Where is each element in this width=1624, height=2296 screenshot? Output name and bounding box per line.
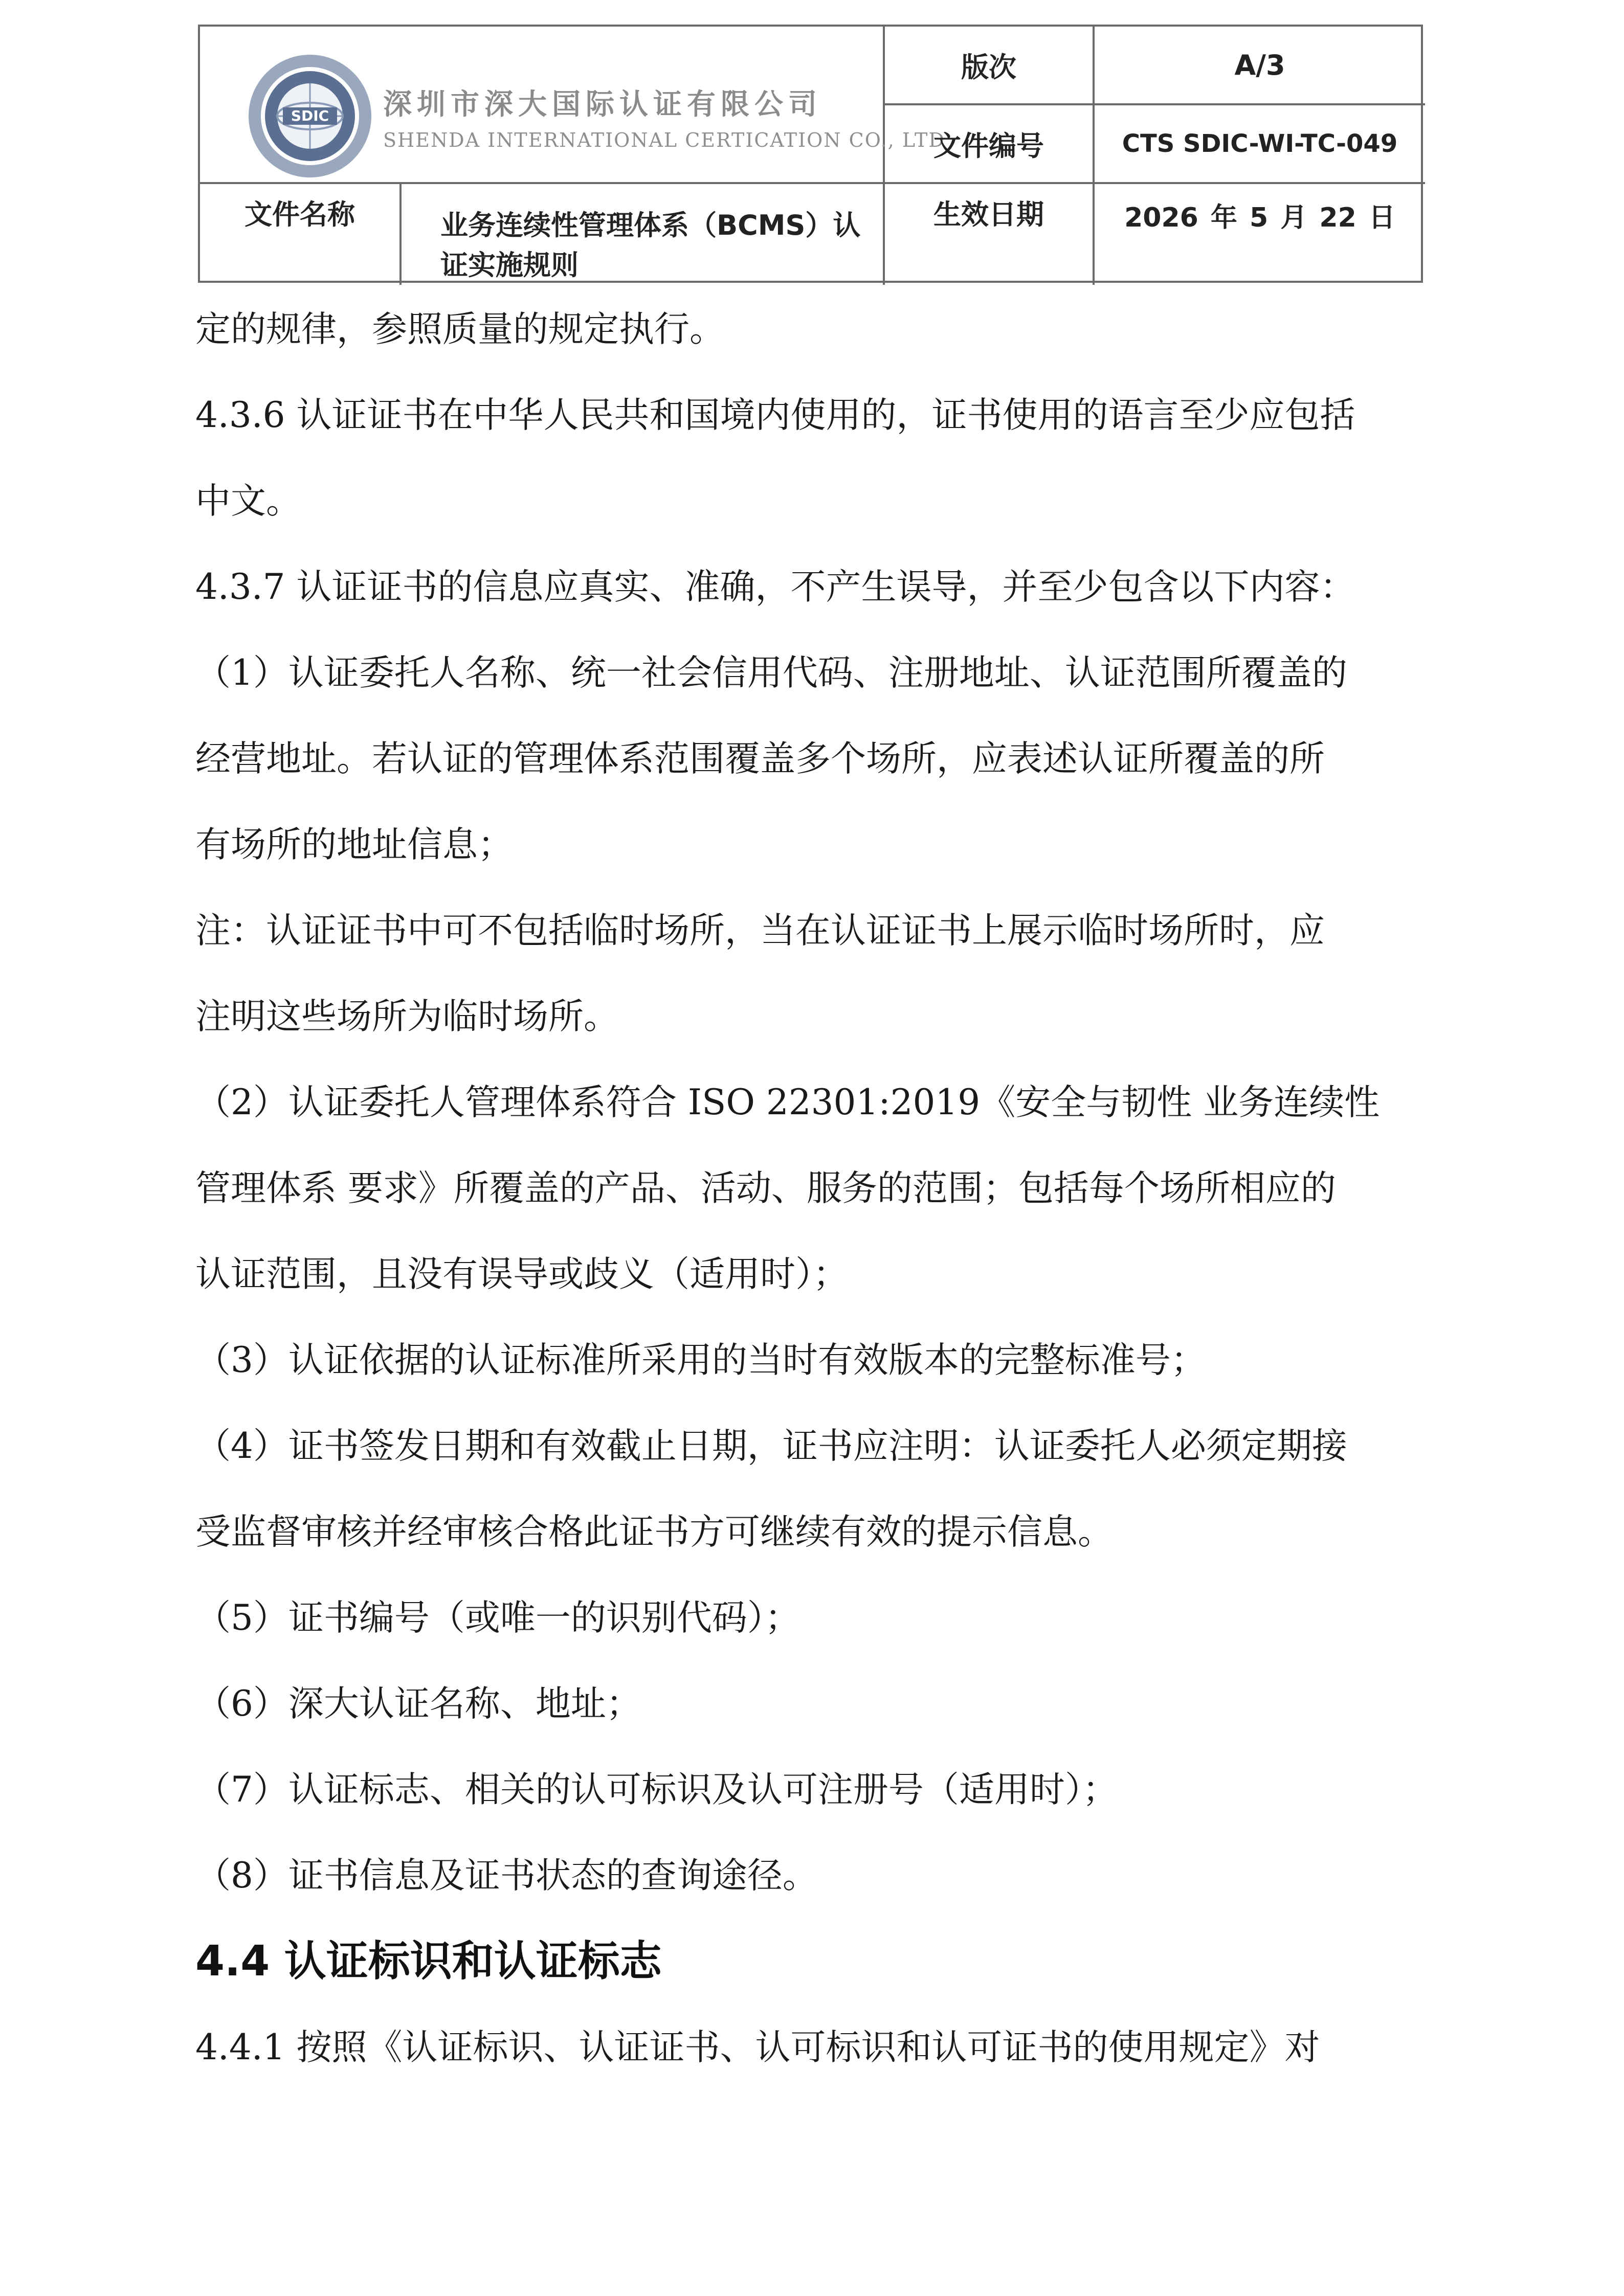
text-line: 受监督审核并经审核合格此证书方可继续有效的提示信息。 <box>195 1512 1113 1552</box>
text-line: 4.3.7 认证证书的信息应真实、准确，不产生误导，并至少包含以下内容： <box>195 567 1355 607</box>
text-line: 注明这些场所为临时场所。 <box>195 996 619 1037</box>
doc-name-line: 证实施规则 <box>440 249 579 281</box>
text-line: （8）证书信息及证书状态的查询途径。 <box>195 1855 818 1896</box>
doc-name-line: 业务连续性管理体系（BCMS）认 <box>440 209 861 241</box>
svg-text:SDIC: SDIC <box>291 107 329 124</box>
list-item-7 <box>195 1747 1449 1833</box>
list-item-5 <box>195 1575 1449 1661</box>
note <box>195 888 1449 1060</box>
clause-4-4-1 <box>195 2005 1449 2090</box>
effective-date-value: 2026 年 5 月 22 日 <box>1124 202 1395 233</box>
doc-name-label: 文件名称 <box>244 198 355 231</box>
text-line: 4.4.1 按照《认证标识、认证证书、认可标识和认可证书的使用规定》对 <box>195 2027 1320 2068</box>
list-item-1 <box>195 630 1449 888</box>
text-line: （1）认证委托人名称、统一社会信用代码、注册地址、认证范围所覆盖的 <box>195 652 1347 693</box>
list-item-2 <box>195 1060 1449 1317</box>
document-body <box>195 286 1449 2090</box>
text-line: 有场所的地址信息； <box>195 824 513 865</box>
list-item-4 <box>195 1403 1449 1575</box>
paragraph <box>195 286 1449 372</box>
company-seal-icon <box>246 52 374 180</box>
text-line: （2）认证委托人管理体系符合 ISO 22301:2019《安全与韧性 业务连续性 <box>195 1082 1380 1123</box>
doc-name-value <box>440 206 901 287</box>
text-line: 管理体系 要求》所覆盖的产品、活动、服务的范围；包括每个场所相应的 <box>195 1168 1336 1209</box>
list-item-6 <box>195 1661 1449 1747</box>
clause-4-3-6 <box>195 372 1449 544</box>
clause-4-3-7 <box>195 544 1449 630</box>
version-value: A/3 <box>1234 49 1285 81</box>
divider <box>399 182 402 285</box>
list-item-3 <box>195 1317 1449 1403</box>
text-line: （3）认证依据的认证标准所采用的当时有效版本的完整标准号； <box>195 1340 1206 1381</box>
doc-number-label: 文件编号 <box>933 129 1044 162</box>
text-line: 定的规律，参照质量的规定执行。 <box>195 309 725 350</box>
text-line: （7）认证标志、相关的认可标识及认可注册号（适用时）； <box>195 1769 1118 1810</box>
text-line: 注：认证证书中可不包括临时场所，当在认证证书上展示临时场所时，应 <box>195 910 1325 951</box>
text-line: 4.3.6 认证证书在中华人民共和国境内使用的，证书使用的语言至少应包括 <box>195 395 1355 436</box>
text-line: （6）深大认证名称、地址； <box>195 1683 641 1724</box>
effective-date-label: 生效日期 <box>933 198 1044 231</box>
list-item-8 <box>195 1833 1449 1919</box>
section-heading: 4.4 认证标识和认证标志 <box>195 1937 662 1986</box>
text-line: 中文。 <box>195 481 301 522</box>
text-line: 经营地址。若认证的管理体系范围覆盖多个场所，应表述认证所覆盖的所 <box>195 738 1325 779</box>
company-name-en: SHENDA INTERNATIONAL CERTICATION CO., LTD <box>383 129 945 151</box>
company-name-cn: 深圳市深大国际认证有限公司 <box>383 87 822 121</box>
version-label: 版次 <box>961 51 1016 83</box>
header-table <box>198 25 1423 283</box>
text-line: 认证范围，且没有误导或歧义（适用时）； <box>195 1254 849 1295</box>
doc-number-value: CTS SDIC-WI-TC-049 <box>1122 129 1398 158</box>
text-line: （5）证书编号（或唯一的识别代码）； <box>195 1597 800 1638</box>
text-line: （4）证书签发日期和有效截止日期，证书应注明：认证委托人必须定期接 <box>195 1426 1347 1467</box>
